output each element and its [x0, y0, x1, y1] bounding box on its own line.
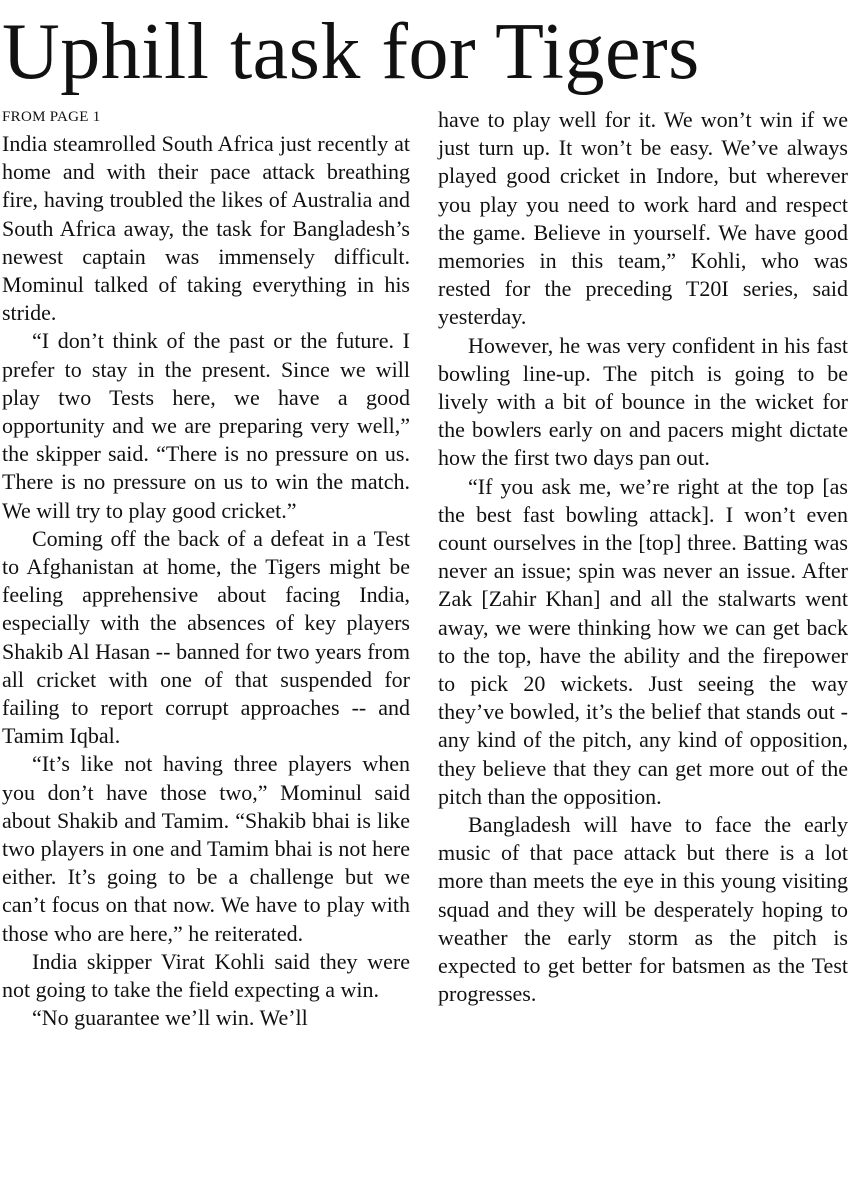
paragraph: “I don’t think of the past or the future. I prefer to stay in the present. Since we will play two Tests here, we have a good opportunity and we are preparing very well,” the skipper said. “There is no pressure on us. There is no pressure on us to win the match. We will try to play good cricket.”: [2, 328, 410, 523]
paragraph: However, he was very confident in his fast bowling line-up. The pitch is going to be lively with a bit of bounce in the wicket for the bowlers early on and pacers might dictate how the first two days pan out.: [438, 332, 848, 471]
paragraph: Coming off the back of a defeat in a Test to Afghanistan at home, the Tigers might be feeling apprehensive about facing India, especially with the absences of key players Shakib Al Hasan -- banned for two years from all cricket with one of that suspended for failing to report corrupt approaches -- and Tamim Iqbal.: [2, 525, 410, 749]
paragraph: India steamrolled South Africa just recently at home and with their pace attack breathing fire, having troubled the likes of Australia and South Africa away, the task for Bangladesh’s newest captain was immensely difficult. Mominul talked of taking everything in his stride.: [2, 131, 410, 326]
right-column: [438, 104, 848, 1009]
paragraph: “No guarantee we’ll win. We’ll: [32, 1005, 308, 1031]
left-column: [2, 104, 410, 1033]
headline: Uphill task for Tigers: [2, 8, 700, 96]
paragraph: India skipper Virat Kohli said they were not going to take the field expecting a win.: [2, 948, 410, 1003]
kicker: FROM PAGE 1: [2, 109, 101, 125]
paragraph: Bangladesh will have to face the early music of that pace attack but there is a lot more than meets the eye in this young visiting squad and they will be desperately hoping to weather the early storm as the pitch is expected to get better for batsmen as the Test progresses.: [438, 812, 848, 1007]
paragraph: “It’s like not having three players when you don’t have those two,” Mominul said about Shakib and Tamim. “Shakib bhai is like two players in one and Tamim bhai is not here either. It’s going to be a challenge but we can’t focus on that now. We have to play with those who are here,” he reiterated.: [2, 751, 410, 946]
paragraph: “If you ask me, we’re right at the top [as the best fast bowling attack]. I won’t even count ourselves in the [top] three. Batting was never an issue; spin was never an issue. After Zak [Zahir Khan] and all the stalwarts went away, we were thinking how we can get back to the top, have the ability and the firepower to pick 20 wickets. Just seeing the way they’ve bowled, it’s the belief that stands out - any kind of the pitch, any kind of opposition, they believe that they can get more out of the pitch than the opposition.: [438, 473, 848, 809]
paragraph: have to play well for it. We won’t win if we just turn up. It won’t be easy. We’ve always played good cricket in Indore, but wherever you play you need to work hard and respect the game. Believe in yourself. We have good memories in this team,” Kohli, who was rested for the preceding T20I series, said yesterday.: [438, 107, 848, 330]
